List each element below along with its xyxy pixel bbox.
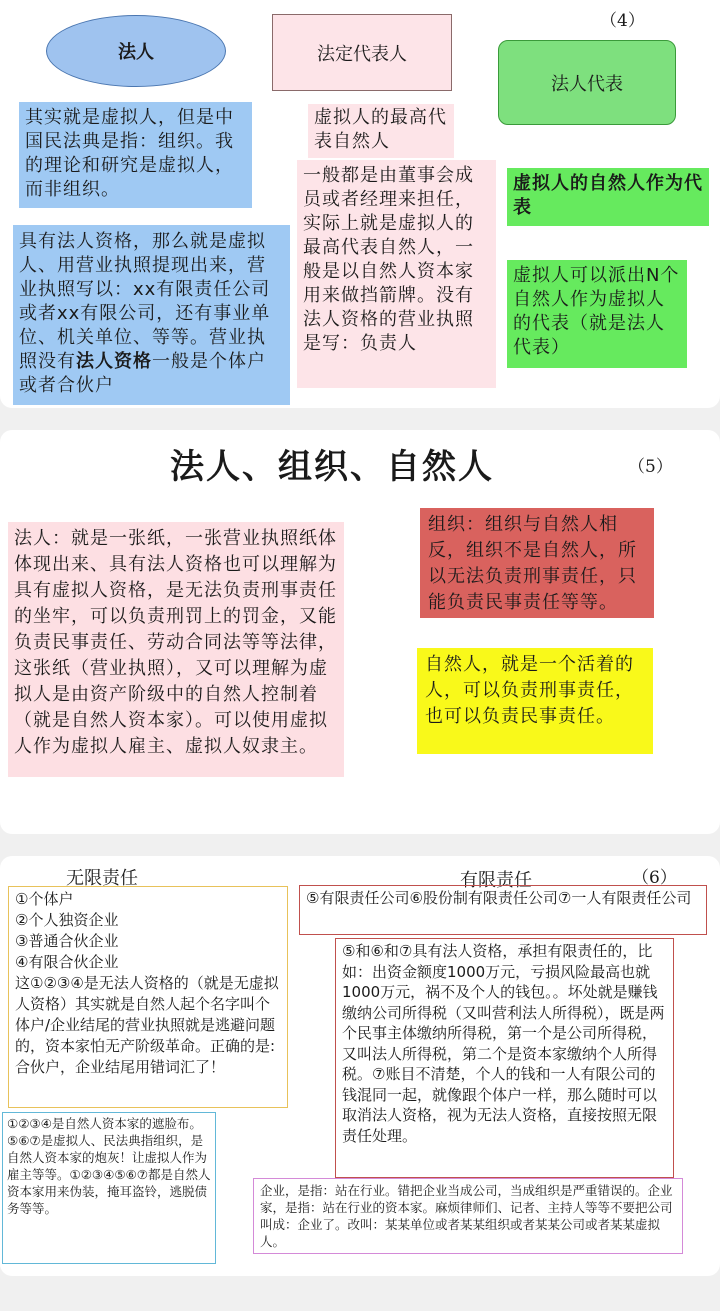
green-note-1: 虚拟人的自然人作为代表 (507, 168, 709, 226)
blue-note-1: 其实就是虚拟人，但是中国民法典是指：组织。我的理论和研究是虚拟人，而非组织。 (19, 102, 252, 208)
page-number: （5） (628, 457, 673, 477)
faren-definition: 法人：就是一张纸，一张营业执照纸体体现出来、具有法人资格也可以理解为具有虚拟人资格，是无法负责刑事责任的坐牢，可以负责刑罚上的罚金，又能负责民事责任、劳动合同法等等法律，这张纸（营业执照），又可以理解为虚拟人是由资产阶级中的自然人控制着（就是自然人资本家）。可以使用虚拟人作为虚拟人雇主、虚拟人奴隶主。 (8, 522, 344, 777)
blue-note-2: 具有法人资格，那么就是虚拟人、用营业执照提现出来，营业执照写以：xx有限责任公司或者xx有限公司，还有事业单位、机关单位、等等。营业执照没有法人资格一般是个体户或者合伙户 (13, 225, 290, 405)
purple-footnote: 企业，是指：站在行业。错把企业当成公司，当成组织是严重错误的。企业家，是指：站在行业的资本家。麻烦律师们、记者、主持人等等不要把公司叫成：企业了。改叫：某某单位或者某某组织或者某某公司或者某某虚拟人。 (253, 1178, 683, 1254)
wuxian-box (8, 886, 288, 1108)
wuxian-paragraph: 这①②③④是无法人资格的（就是无虚拟人资格）其实就是自然人起个名字叫个体户/企业结尾的营业执照就是逃避问题的，资本家怕无产阶级革命。正确的是:合伙户，企业结尾用错词汇了！ (15, 974, 279, 1076)
fading-daibiao-label: 法定代表人 (317, 43, 407, 65)
youxian-body-box: ⑤和⑥和⑦具有法人资格，承担有限责任的，比如：出资金额度1000万元，亏损风险最高也就1000万元，祸不及个人的钱包。。坏处就是赚钱缴纳公司所得税（又叫营利法人所得税），既是两个民事主体缴纳所得税，第一个是公司所得税，又叫法人所得税，第二个是资本家缴纳个人所得税。⑦账目不清楚，个人的钱和一人有限公司的钱混同一起，就像跟个体户一样，那么随时可以取消法人资格，视为无法人资格，直接按照无限责任处理。 (335, 938, 674, 1178)
panel-5 (0, 430, 720, 834)
list-item: ④有限合伙企业 (15, 953, 119, 971)
page-number: （6） (632, 868, 677, 888)
wuxian-list (15, 889, 281, 973)
youxian-title: 有限责任 (460, 870, 532, 891)
blue-footnote: ①②③④是自然人资本家的遮脸布。⑤⑥⑦是虚拟人、民法典指组织，是自然人资本家的炮灰！让虚拟人作为雇主等等。①②③④⑤⑥⑦都是自然人资本家用来伪装，掩耳盗铃，逃脱债务等等。 (2, 1112, 216, 1264)
ziranren-definition: 自然人，就是一个活着的人，可以负责刑事责任，也可以负责民事责任。 (417, 648, 653, 754)
list-item: ③普通合伙企业 (15, 932, 119, 950)
zuzhi-definition: 组织：组织与自然人相反，组织不是自然人，所以无法负责刑事责任，只能负责民事责任等等。 (420, 508, 654, 618)
green-note-2: 虚拟人可以派出N个自然人作为虚拟人的代表（就是法人代表） (507, 260, 687, 368)
panel-4 (0, 0, 720, 408)
pink-body: 一般都是由董事会成员或者经理来担任，实际上就是虚拟人的最高代表自然人，一般是以自然人资本家用来做挡箭牌。没有法人资格的营业执照是写：负责人 (297, 160, 496, 388)
fading-daibiao-box (272, 14, 452, 91)
list-item: ①个体户 (15, 890, 74, 908)
page-number: （4） (600, 11, 645, 31)
faren-oval-label: 法人 (118, 42, 154, 63)
faren-daibiao-box (498, 40, 676, 125)
youxian-heading-box: ⑤有限责任公司⑥股份制有限责任公司⑦一人有限责任公司 (299, 885, 707, 935)
wuxian-title: 无限责任 (66, 868, 138, 889)
list-item: ②个人独资企业 (15, 911, 119, 929)
faren-daibiao-label: 法人代表 (551, 73, 623, 95)
panel-5-title: 法人、组织、自然人 (170, 447, 494, 487)
pink-heading: 虚拟人的最高代表自然人 (308, 104, 454, 158)
faren-oval (46, 15, 226, 87)
panel-6 (0, 856, 720, 1276)
